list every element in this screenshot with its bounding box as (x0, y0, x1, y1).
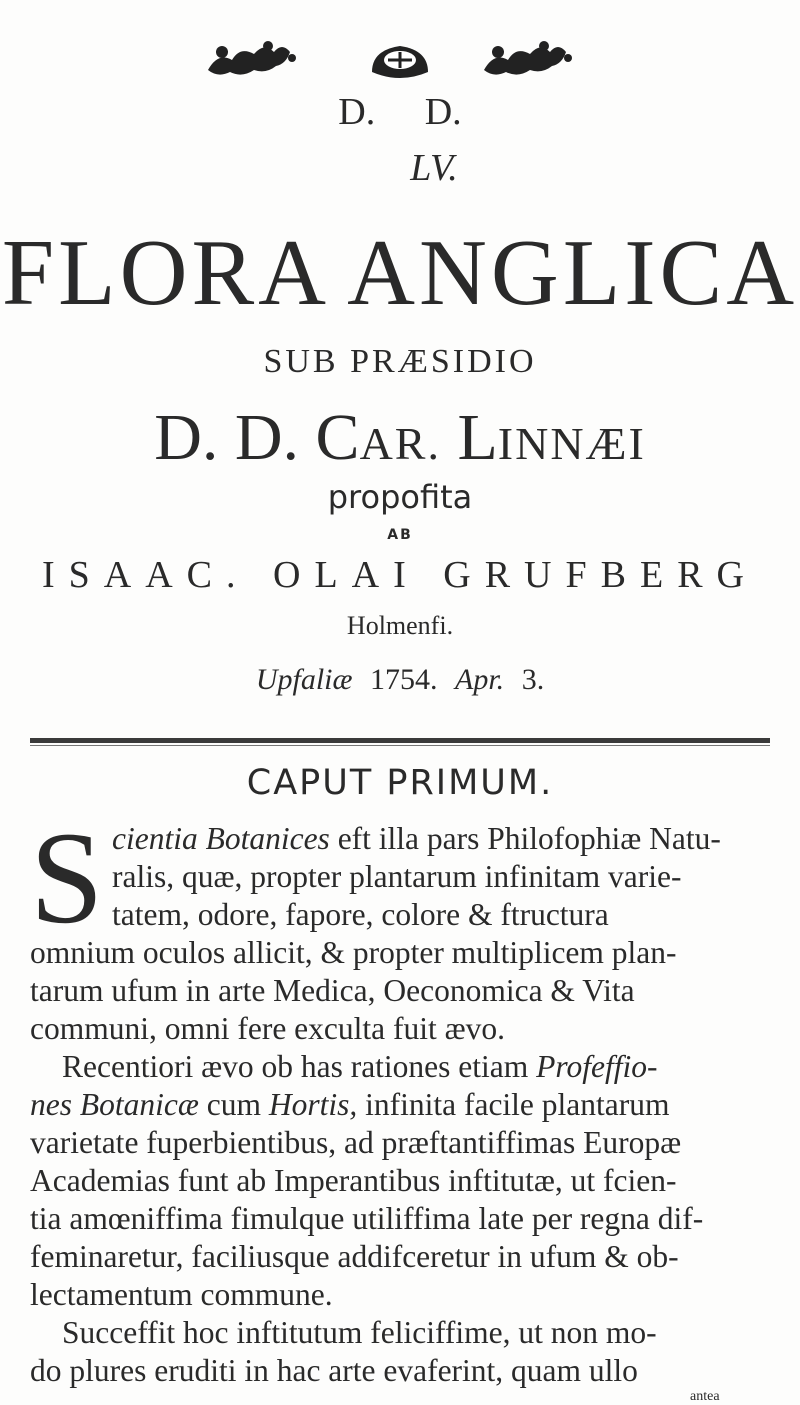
title-divider (30, 738, 770, 743)
page-title: FLORA ANGLICA (1, 221, 799, 325)
sub-praesidio-heading: SUB PRÆSIDIO (263, 343, 537, 380)
text-span: infinita facile plantarum (357, 1087, 670, 1122)
italic-phrase: cientia Botanices (112, 821, 330, 856)
dateline-year: 1754. (370, 663, 438, 696)
catchword: antea (690, 1389, 720, 1404)
paragraph-line: omnium oculos allicit, & propter multiplicem plan- (30, 935, 677, 970)
ab-label: AB (387, 527, 413, 543)
title-divider-thin (30, 745, 770, 746)
doctor-abbreviation: D. D. (338, 91, 462, 133)
paragraph-line (62, 1051, 657, 1083)
italic-phrase: Profeffio- (536, 1049, 658, 1084)
paragraph-line: Academias funt ab Imperantibus inftitutæ, ut fcien- (30, 1163, 677, 1198)
praeses-car-rest: AR. (359, 418, 441, 469)
praeses-car-initial: C (315, 401, 360, 474)
author-name: ISAAC. OLAI GRUFBERG (42, 554, 758, 596)
text-span: Recentiori ævo ob has rationes etiam (62, 1049, 537, 1084)
text-span: eft illa pars Philofophiæ Natu- (329, 821, 721, 856)
paragraph-line: varietate fuperbientibus, ad præftantiffimas Europæ (30, 1125, 682, 1160)
printer-ornament-icon (0, 30, 800, 86)
dateline-place: Upfaliæ (255, 663, 353, 696)
paragraph-line: feminaretur, faciliusque addifceretur in ufum & ob- (30, 1239, 679, 1274)
paragraph-line: tia amœniffima fimulque utiliffima late per regna dif- (30, 1201, 704, 1236)
author-origin: Holmenfi. (346, 611, 454, 640)
paragraph-line: Succeffit hoc inftitutum feliciffime, ut non mo- (62, 1315, 657, 1350)
praeses-prefix: D. D. (154, 401, 316, 474)
praeses-linnaei-rest: INNÆI (497, 418, 646, 469)
paragraph-line: tarum ufum in arte Medica, Oeconomica & Vita (30, 973, 635, 1008)
dateline-day: 3. (521, 663, 545, 696)
praeses-linnaei-initial: L (440, 401, 498, 474)
italic-phrase: nes Botanicæ (30, 1087, 199, 1122)
paragraph-line: do plures eruditi in hac arte evaferint, quam ullo (30, 1353, 638, 1388)
praeses-name (0, 401, 800, 474)
paragraph-line: lectamentum commune. (30, 1277, 333, 1312)
dateline (0, 663, 800, 697)
proposita-label: propofita (327, 478, 473, 516)
text-span: cum (198, 1087, 269, 1122)
paragraph-line (112, 823, 721, 855)
dateline-month: Apr. (455, 663, 505, 696)
paragraph-line: ralis, quæ, propter plantarum infinitam varie- (112, 859, 682, 894)
italic-phrase: Hortis, (268, 1087, 358, 1122)
paragraph-line (30, 1089, 670, 1121)
chapter-heading: CAPUT PRIMUM. (246, 763, 554, 803)
paragraph-line: tatem, odore, fapore, colore & ftructura (112, 897, 609, 932)
dissertation-number: LV. (410, 147, 458, 189)
paragraph-line: communi, omni fere exculta fuit ævo. (30, 1011, 506, 1046)
drop-cap-letter: S (30, 804, 104, 951)
